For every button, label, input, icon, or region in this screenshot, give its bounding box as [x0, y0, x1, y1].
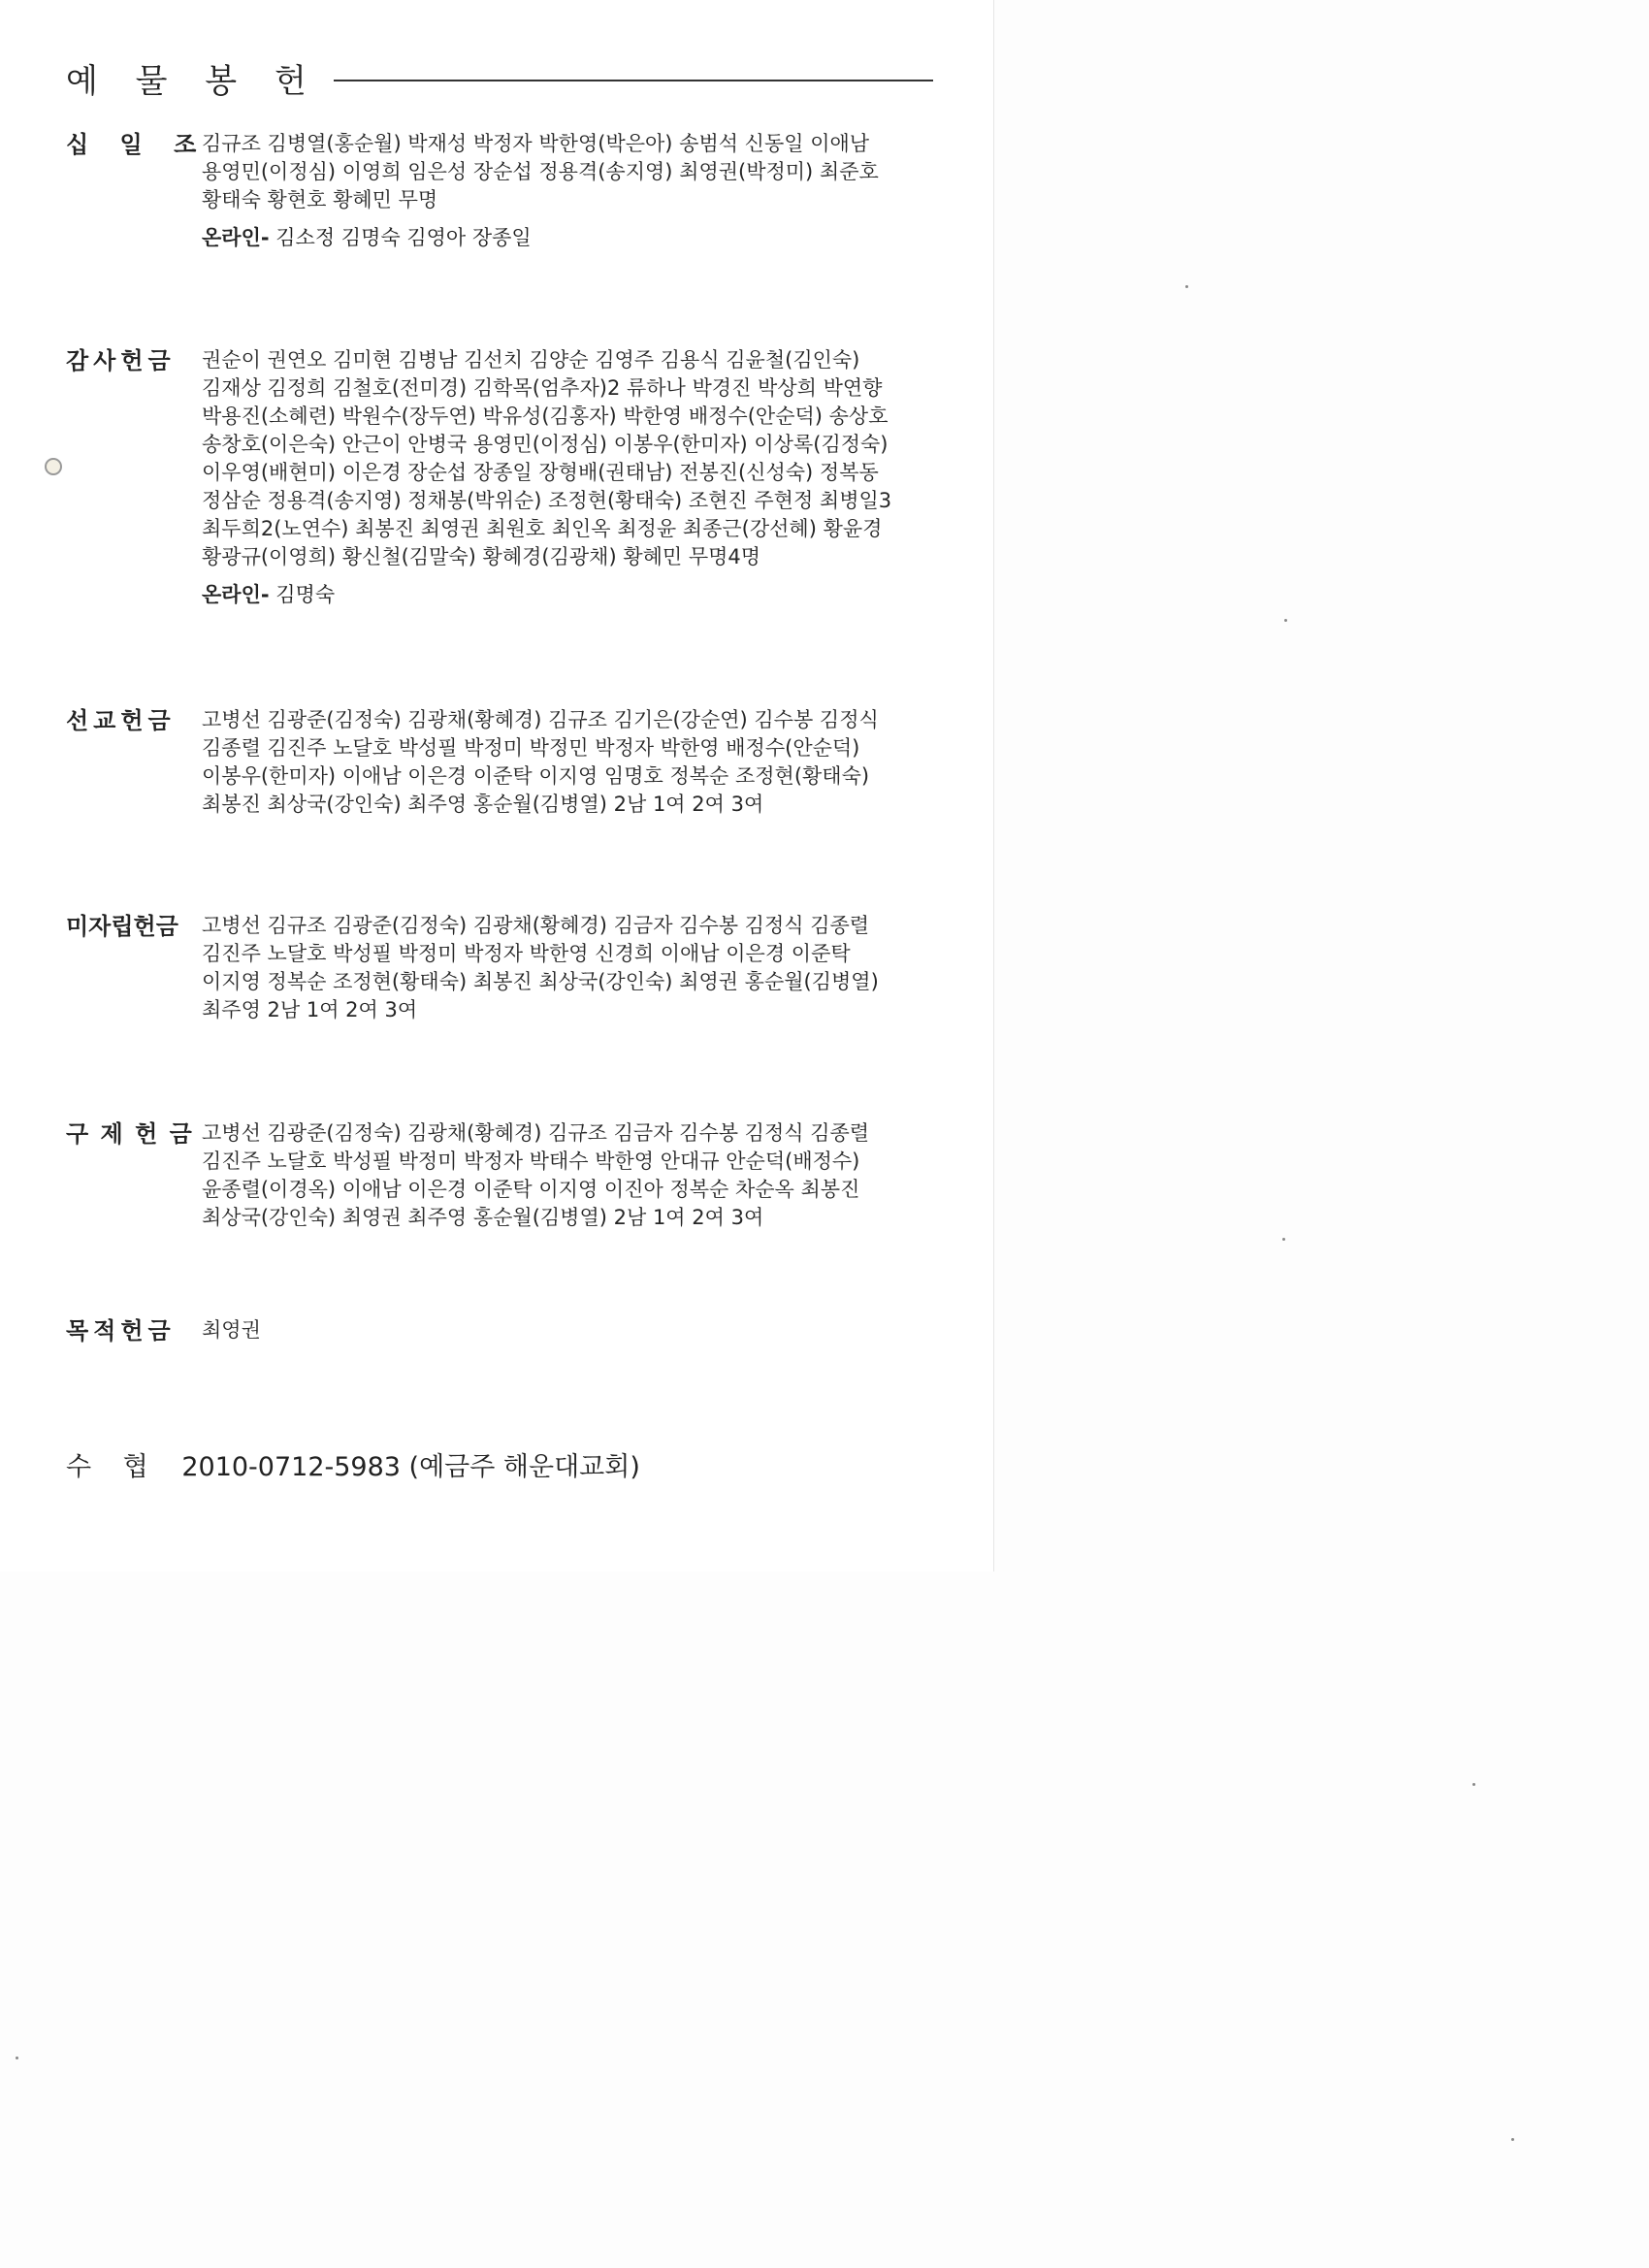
- name-line: 김규조 김병열(홍순월) 박재성 박정자 박한영(박은아) 송범석 신동일 이애남: [202, 132, 870, 155]
- section-label: 구 제 헌 금: [66, 1120, 194, 1148]
- name-list: [202, 130, 939, 252]
- section-mission: [66, 706, 939, 819]
- name-list: [202, 1119, 939, 1232]
- name-line: 이우영(배현미) 이은경 장순섭 장종일 장형배(권태남) 전봉진(신성숙) 정복동: [202, 461, 879, 484]
- name-line: 고병선 김규조 김광준(김정숙) 김광채(황혜경) 김금자 김수봉 김정식 김종렬: [202, 914, 870, 937]
- name-line: 최두희2(노연수) 최봉진 최영권 최원호 최인옥 최정윤 최종근(강선혜) 황윤경: [202, 517, 883, 540]
- name-line: 고병선 김광준(김정숙) 김광채(황혜경) 김규조 김기은(강순연) 김수봉 김정식: [202, 708, 879, 731]
- name-line: 박용진(소혜련) 박원수(장두연) 박유성(김홍자) 박한영 배정수(안순덕) 송상호: [202, 405, 889, 428]
- section-church-support: [66, 912, 939, 1024]
- online-row: [202, 581, 939, 609]
- section-label: 목적헌금: [66, 1317, 176, 1345]
- scan-speck: [1284, 619, 1287, 622]
- online-names: 김소정 김명숙 김영아 장종일: [275, 226, 532, 249]
- name-list: [202, 346, 939, 609]
- name-line: 송창호(이은숙) 안근이 안병국 용영민(이정심) 이봉우(한미자) 이상록(김정숙): [202, 433, 889, 456]
- name-line: 최봉진 최상국(강인숙) 최주영 홍순월(김병열) 2남 1여 2여 3여: [202, 793, 764, 816]
- section-thanksgiving: [66, 346, 939, 609]
- name-list: [202, 1316, 939, 1345]
- name-list: [202, 912, 939, 1024]
- section-label: 십 일 조: [66, 131, 209, 158]
- name-line: 이지영 정복순 조정현(황태숙) 최봉진 최상국(강인숙) 최영권 홍순월(김병열): [202, 970, 879, 993]
- name-line: 김진주 노달호 박성필 박정미 박정자 박태수 박한영 안대규 안순덕(배정수): [202, 1150, 860, 1173]
- scan-speck: [1472, 1783, 1475, 1786]
- title-row: [66, 50, 933, 105]
- name-line: 고병선 김광준(김정숙) 김광채(황혜경) 김규조 김금자 김수봉 김정식 김종렬: [202, 1121, 870, 1145]
- name-list: [202, 706, 939, 819]
- scan-speck: [1282, 1238, 1285, 1241]
- name-line: 김재상 김정희 김철호(전미경) 김학목(엄추자)2 류하나 박경진 박상희 박연향: [202, 376, 883, 400]
- name-line: 최상국(강인숙) 최영권 최주영 홍순월(김병열) 2남 1여 2여 3여: [202, 1206, 764, 1229]
- online-label: 온라인-: [202, 226, 270, 249]
- name-line: 황태숙 황현호 황혜민 무명: [202, 188, 438, 211]
- bank-name: 수 협: [66, 1452, 160, 1482]
- scan-speck: [1511, 2138, 1514, 2141]
- section-designated: [66, 1316, 939, 1345]
- section-label: 미자립헌금: [66, 913, 178, 940]
- scan-speck: [16, 2057, 18, 2059]
- name-line: 최주영 2남 1여 2여 3여: [202, 998, 418, 1021]
- section-tithe: [66, 130, 939, 252]
- section-relief: [66, 1119, 939, 1232]
- section-label: 선교헌금: [66, 707, 176, 734]
- online-names: 김명숙: [275, 583, 336, 606]
- page-title: 예 물 봉 헌: [66, 61, 320, 101]
- name-line: 윤종렬(이경옥) 이애남 이은경 이준탁 이지영 이진아 정복순 차순옥 최봉진: [202, 1178, 860, 1201]
- name-line: 김종렬 김진주 노달호 박성필 박정미 박정민 박정자 박한영 배정수(안순덕): [202, 736, 860, 760]
- name-line: 김진주 노달호 박성필 박정미 박정자 박한영 신경희 이애남 이은경 이준탁: [202, 942, 851, 965]
- bank-account: [66, 1445, 640, 1483]
- online-row: [202, 224, 939, 252]
- section-label: 감사헌금: [66, 347, 176, 374]
- title-rule: [334, 80, 933, 81]
- name-line: 권순이 권연오 김미현 김병남 김선치 김양순 김영주 김용식 김윤철(김인숙): [202, 348, 860, 372]
- name-line: 정삼순 정용격(송지영) 정채봉(박위순) 조정현(황태숙) 조현진 주현정 최병일3: [202, 489, 892, 512]
- name-line: 용영민(이정심) 이영희 임은성 장순섭 정용격(송지영) 최영권(박정미) 최준호: [202, 160, 879, 183]
- name-line: 황광규(이영희) 황신철(김말숙) 황혜경(김광채) 황혜민 무명4명: [202, 545, 761, 568]
- name-line: 이봉우(한미자) 이애남 이은경 이준탁 이지영 임명호 정복순 조정현(황태숙): [202, 764, 870, 788]
- scan-speck: [1185, 285, 1188, 288]
- offering-page: [0, 0, 994, 1571]
- stain-mark: [45, 458, 62, 475]
- online-label: 온라인-: [202, 583, 270, 606]
- name-line: 최영권: [202, 1318, 261, 1342]
- account-text: 2010-0712-5983 (예금주 해운대교회): [181, 1452, 640, 1482]
